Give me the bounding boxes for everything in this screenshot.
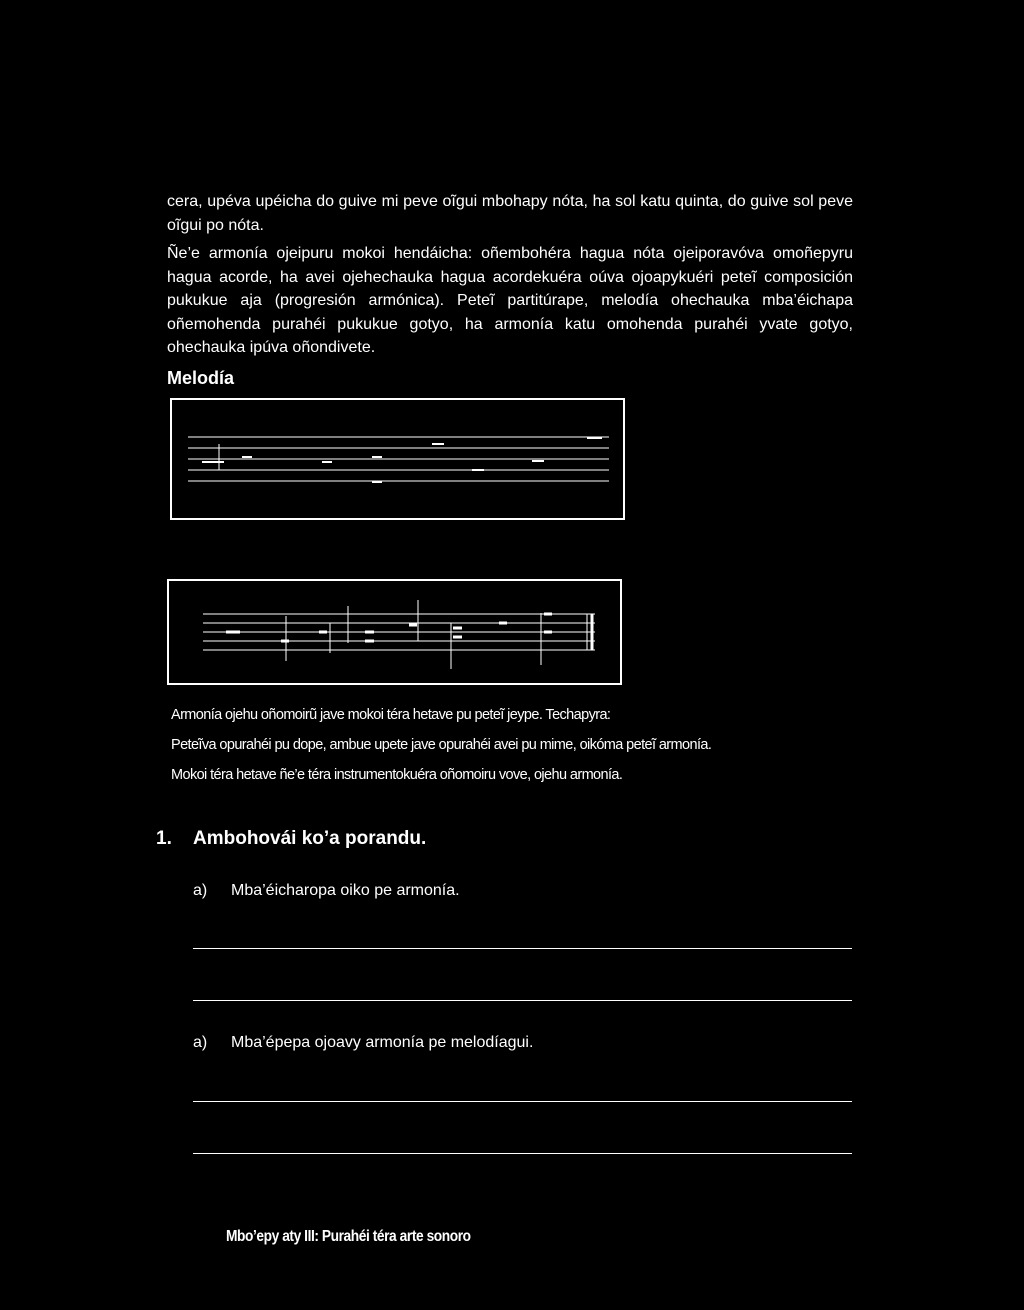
harmony-paragraph: Ñe’e armonía ojeipuru mokoi hendáicha: oñembohéra hagua nóta ojeiporavóva omoñepyru hagua acorde, ha avei ojehechauka hagua acordekuéra oúva ojoapykuéri peteĩ composición pukukue aja (progresión armónica). Peteĩ partitúrape, melodía ohechauka mba’éichapa oñemohenda purahéi pukukue gotyo, ha armonía katu omohenda purahéi yvate gotyo, ohechauka ipúva oñondivete. (167, 245, 853, 357)
melody-staff-graphic (172, 400, 623, 518)
answer-line-3[interactable] (193, 1101, 852, 1102)
melodia-heading: Melodía (167, 368, 235, 388)
answer-line-1[interactable] (193, 948, 852, 949)
question-number: 1. (156, 828, 172, 849)
melody-staff (170, 398, 625, 520)
question-item-2-label: a) (193, 1034, 208, 1051)
question-item-1-text: Mba’éicharopa oiko pe armonía. (231, 882, 460, 899)
question-item-2-text: Mba’épepa ojoavy armonía pe melodíagui. (231, 1034, 534, 1051)
page-footer: Mbo’epy aty III: Purahéi téra arte sonoro (226, 1228, 471, 1245)
answer-line-2[interactable] (193, 1000, 852, 1001)
harmony-staff-graphic (169, 581, 620, 683)
harmony-staff (167, 579, 622, 685)
intro-paragraph: cera, upéva upéicha do guive mi peve oĩgui mbohapy nóta, ha sol katu quinta, do guive sol peve oĩgui po nóta. (167, 193, 853, 234)
question-item-1-label: a) (193, 882, 208, 899)
harmony-note-2: Peteĩva opurahéi pu dope, ambue upete jave opurahéi avei pu mime, oikóma peteĩ armonía. (171, 737, 712, 753)
question-title: Ambohovái ko’a porandu. (193, 828, 427, 849)
harmony-note-3: Mokoi téra hetave ñe’e téra instrumentokuéra oñomoiru vove, ojehu armonía. (171, 767, 623, 783)
harmony-note-1: Armonía ojehu oñomoirũ jave mokoi téra hetave pu peteĩ jeype. Techapyra: (171, 707, 611, 723)
answer-line-4[interactable] (193, 1153, 852, 1154)
